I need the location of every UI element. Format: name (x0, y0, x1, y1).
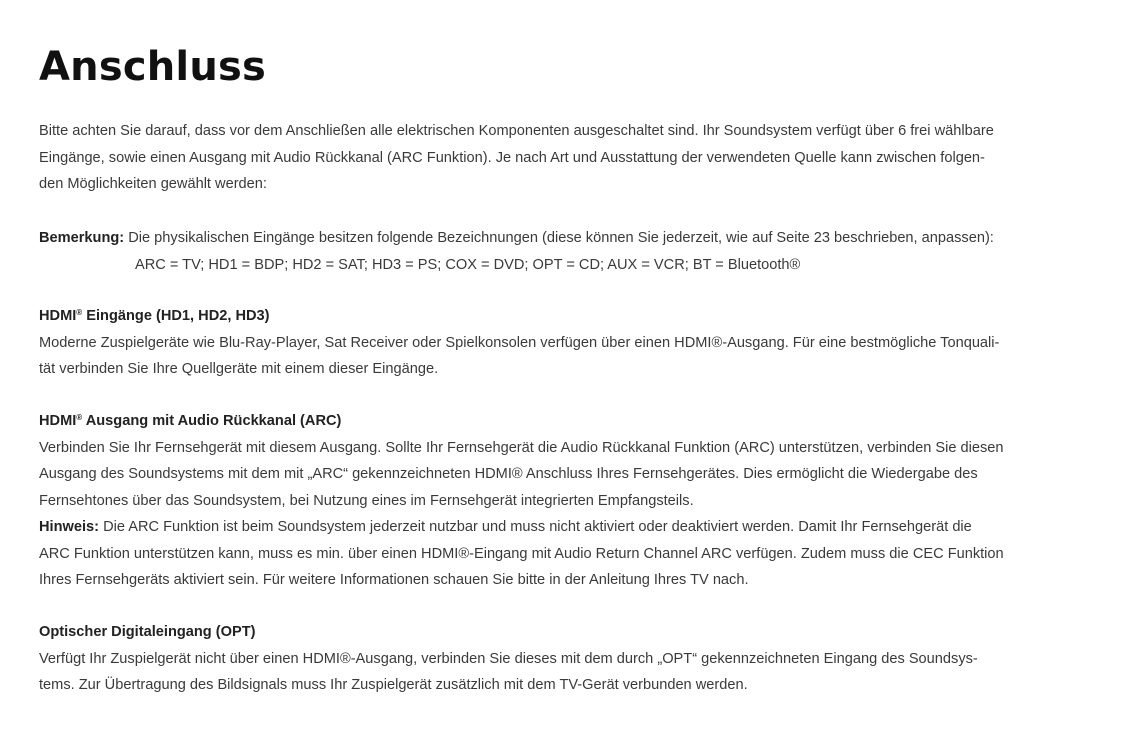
optical-heading: Optischer Digitaleingang (OPT) (39, 624, 256, 640)
hdmi-inputs-section (39, 303, 1079, 383)
hdmi-output-line: Ausgang des Soundsystems mit dem mit „ARC“ gekennzeichneten HDMI® Anschluss Ihres Fernsehgerätes. Dies ermöglicht die Wiedergabe des (39, 466, 978, 482)
optical-section (39, 619, 1079, 699)
note-line (39, 514, 1079, 541)
intro-line: den Möglichkeiten gewählt werden: (39, 176, 267, 192)
page-title: Anschluss (39, 44, 267, 90)
remark-label: Bemerkung: (39, 230, 125, 246)
note-label: Hinweis: (39, 519, 100, 535)
note-text: Die ARC Funktion ist beim Soundsystem jederzeit nutzbar und muss nicht aktiviert oder deaktiviert werden. Damit Ihr Fernsehgerät die (99, 519, 972, 535)
remark-line (39, 225, 1079, 252)
input-mapping: ARC = TV; HD1 = BDP; HD2 = SAT; HD3 = PS; COX = DVD; OPT = CD; AUX = VCR; BT = Bluetooth® (135, 256, 801, 273)
note-line: Ihres Fernsehgeräts aktiviert sein. Für weitere Informationen schauen Sie bitte in der Anleitung Ihres TV nach. (39, 572, 749, 588)
hdmi-output-line: Verbinden Sie Ihr Fernsehgerät mit diesem Ausgang. Sollte Ihr Fernsehgerät die Audio Rückkanal Funktion (ARC) unterstützen, verbinden Sie diesen (39, 439, 1004, 456)
hdmi-output-heading: HDMI® Ausgang mit Audio Rückkanal (ARC) (39, 413, 342, 429)
intro-line: Eingänge, sowie einen Ausgang mit Audio Rückkanal (ARC Funktion). Je nach Art und Ausstattung der verwendeten Quelle kann zwischen folgen- (39, 149, 985, 166)
note-line: ARC Funktion unterstützen kann, muss es min. über einen HDMI®-Eingang mit Audio Return Channel ARC verfügen. Zudem muss die CEC Funktion (39, 545, 1004, 562)
hdmi-output-section (39, 408, 1079, 594)
hdmi-inputs-heading: HDMI® Eingänge (HD1, HD2, HD3) (39, 308, 270, 324)
intro-line: Bitte achten Sie darauf, dass vor dem Anschließen alle elektrischen Komponenten ausgeschaltet sind. Ihr Soundsystem verfügt über 6 frei wählbare (39, 123, 994, 139)
hdmi-inputs-line: tät verbinden Sie Ihre Quellgeräte mit einem dieser Eingänge. (39, 361, 439, 377)
intro-paragraph (39, 118, 1079, 198)
remark-text: Die physikalischen Eingänge besitzen folgende Bezeichnungen (diese können Sie jederzeit, wie auf Seite 23 beschrieben, anpassen): (124, 230, 994, 246)
optical-line: tems. Zur Übertragung des Bildsignals muss Ihr Zuspielgerät zusätzlich mit dem TV-Gerät verbunden werden. (39, 677, 748, 693)
optical-line: Verfügt Ihr Zuspielgerät nicht über einen HDMI®-Ausgang, verbinden Sie dieses mit dem durch „OPT“ gekennzeichneten Eingang des Soundsys- (39, 650, 978, 667)
hdmi-output-line: Fernsehtones über das Soundsystem, bei Nutzung eines im Fernsehgerät integrierten Empfangsteils. (39, 492, 694, 509)
remark-paragraph (39, 225, 1079, 278)
hdmi-inputs-line: Moderne Zuspielgeräte wie Blu-Ray-Player, Sat Receiver oder Spielkonsolen verfügen über einen HDMI®-Ausgang. Für eine bestmögliche Tonquali- (39, 334, 1000, 351)
